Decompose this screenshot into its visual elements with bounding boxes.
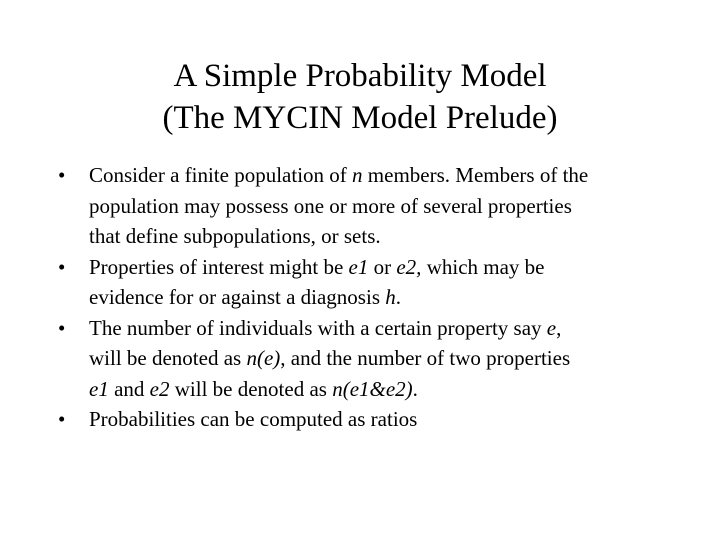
bullet-text: population may possess one or more of several properties (89, 193, 572, 218)
bullet-line (89, 343, 698, 374)
bullet-text: that define subpopulations, or sets. (89, 224, 381, 248)
bullet-marker: • (58, 254, 66, 279)
bullet-text-italic: n(e1&e2) (332, 376, 413, 401)
bullet-text: Probabilities can be computed as ratios (89, 407, 418, 431)
bullet-text: Consider a finite population of (89, 163, 353, 187)
bullet-text: . (412, 376, 418, 401)
bullet-text: will be denoted as (89, 346, 247, 370)
bullet-text: or (368, 254, 397, 279)
bullet-text-italic: n(e) (246, 346, 281, 370)
bullet-line (89, 313, 698, 344)
bullet-text: evidence for or against a diagnosis (89, 285, 386, 309)
bullet-text: which may be (421, 254, 545, 279)
bullet-item (58, 404, 698, 435)
bullet-text-italic: e1 (348, 254, 369, 279)
slide-title-line-1: A Simple Probability Model (173, 58, 547, 94)
bullet-text: members. Members of the (362, 163, 589, 187)
bullet-text: . (395, 285, 401, 309)
bullet-text-italic: e (546, 315, 557, 340)
bullet-line (89, 191, 698, 222)
bullet-text-italic: e2 (149, 376, 170, 401)
slide-title (0, 55, 720, 139)
bullet-marker: • (58, 315, 66, 340)
bullet-text: will be denoted as (169, 376, 333, 401)
bullet-marker: • (58, 407, 66, 431)
bullet-line (89, 282, 698, 313)
bullet-text: and (108, 376, 150, 401)
slide-title-line-2: (The MYCIN Model Prelude) (162, 100, 558, 136)
bullet-line (89, 252, 698, 283)
bullet-text-italic: n (352, 163, 363, 187)
bullet-line (89, 374, 698, 405)
bullet-text: Properties of interest might be (89, 254, 349, 279)
bullet-text-italic: h (385, 285, 396, 309)
bullet-text-italic: e1 (89, 376, 109, 401)
bullet-text: The number of individuals with a certain property say (89, 315, 547, 340)
bullet-line (89, 404, 698, 435)
bullet-item (58, 160, 698, 252)
bullet-item (58, 313, 698, 405)
bullet-item (58, 252, 698, 313)
bullet-marker: • (58, 163, 66, 187)
bullet-list (58, 160, 698, 435)
bullet-line (89, 221, 698, 252)
bullet-text: , and the number of two properties (280, 346, 571, 370)
bullet-text-italic: e2, (396, 254, 422, 279)
bullet-line (89, 160, 698, 191)
bullet-text: , (556, 315, 562, 340)
